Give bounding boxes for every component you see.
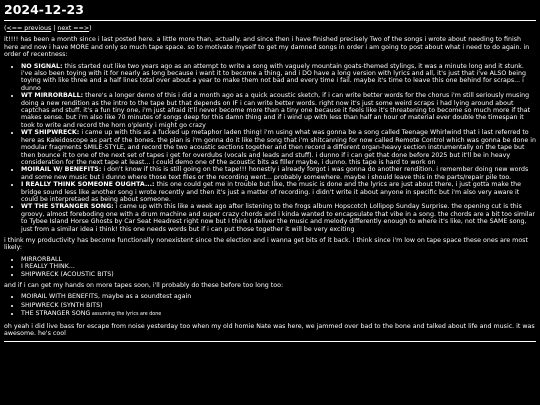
post-navigation [4,25,536,32]
song-name: MOIRAIL W/ BENEFITS: [21,166,102,174]
nav-open-paren: ( [4,25,7,32]
song-description: this started out like two years ago as an attempt to write a song with vaguely mountain goats-themed stylings, it was a minute long and it stunk. i've also been toying with it for nearly as long because i want it to become a thing, and i DO have a long version with lyrics and all, it's just that i've ALSO being toying with like three and a half lines total over about a year to make them not bad and every time i fail. maybe it's time to leave this one behind for scraps... i dunno [21,62,526,92]
later-item-text: MOIRAIL WITH BENEFITS, maybe as a soundtest again [21,293,192,301]
later-item-text: SHIPWRECK (SYNTH BITS) [21,301,103,309]
nav-separator: | [51,25,58,32]
previous-link[interactable]: <== previous [6,25,52,32]
song-list [4,63,536,233]
closing-paragraph: oh yeah i did live bass for escape from noise yesterday too when my old homie Nate was here, we jammed over bad to the bone and talked about life and music. it was awesome. he's cool [4,322,535,338]
list-item: • I REALLY THINK... [21,263,536,270]
song-name: WT MIRRORBALL: [21,92,84,100]
list-item: • MIRRORBALL [21,256,536,263]
song-name: WT THE STRANGER SONG: [21,203,114,211]
song-description: there's a longer demo of this i did a month ago as a quick acoustic sketch, if i can write better words for the chorus i'm still seriously musing doing a new rendition as the intro to the tape but that depends on IF i can write better words. right now it's just some weird scraps i had lying around about captchas and stuff. it's a fun tiny one, i'm just afraid it'll never become more than a tiny one because it feels like it's threatening to become so much more if that makes sense. but i'm also like 70 minutes of songs deep for this damn thing and if i wind up with less than half an hour of material ever double the timespan it took to write and record the horn o'plenty i might go crazy [21,92,531,129]
song-description: i came up with this like a week ago after listening to the frogs album Hopscotch Lollipop Sunday Surprise. the opening cut is this groovy, almost foreboding one with a drum machine and super crazy chords and i kinda wanted to encapsulate that vibe in a song. the chords are a bit too similar to Tybee Island Horse Ghosts by Car Seat Headrest right now but I think I deliver the music and melody differently enough to where it's like, not the SAME song, just from a similar idea i think! this one needs words but if i can put those together it will be very exciting [21,203,535,233]
more-tapes-paragraph: and if i can get my hands on more tapes soon, i'll probably do these before too long too: [4,282,284,289]
list-item [21,129,536,166]
list-item [21,302,536,310]
likely-list [4,256,536,278]
song-name: WT SHIPWRECK: [21,129,80,137]
song-description: i don't know if this is still going on the tape!!! honestly i already forgot i was gonna do another rendition. i remember doing new words and some new music but i dunno where those text files or the recording went... probably somewhere. maybe i should leave this in the parts/repair pile too. [21,166,529,181]
list-item [21,166,536,181]
nav-close-paren: ) [89,25,92,32]
productivity-paragraph: i think my productivity has become functionally nonexistent since the election and i wanna get bits of it back. i think since i'm low on tape space these ones are most likely: [4,236,528,252]
song-description: i came up with this as a fucked up metaphor laden thing! i'm using what was gonna be a song called Teenage Whirlwind that i last referred to here as Kaleidoscope as part of the bones. the plan is i'm gonna do it like the song that i'm shitcanning for now called Remote Control which was gonna be done in modular fragments SMILE-STYLE, and record the two acoustic sections together and then record a different organ-heavy section instrumentally on the tape but then bounce it to one of the next set of tapes i get for overdubs (vocals and leads and stuff). i dunno if i can get that done before 2025 but it'll be in heavy consideration for the next tape at least... i could demo one of the acoustic bits as filler maybe, i dunno. this tape is hard to work on [21,129,536,166]
later-item-text: THE STRANGER SONG [21,310,91,318]
intro-paragraph: it!!!! has been a month since i last posted here. a little more than, actually. and since then i have finished precisely Two of the songs i wrote about needing to finish here and now i have MORE and only so much tape space. so to motivate myself to get my damned songs in order i am going to post about what i need to do again. in order of recentness: [4,36,530,59]
list-item: • SHIPWRECK (ACOUSTIC BITS) [21,271,536,278]
list-item [21,310,536,318]
list-item [21,293,536,301]
later-item-note: assuming the lyrics are done [90,312,162,318]
song-name: I REALLY THINK SOMEONE OUGHTA...: [21,181,155,189]
list-item [21,92,536,129]
later-list [4,293,536,318]
list-item [21,63,536,93]
list-item [21,181,536,203]
page-title: 2024-12-23 [4,2,84,17]
song-description: this one could get me in trouble but like, the music is done and the lyrics are just about there, i just gotta make the bridge sound less like another song i wrote recently and then it's just a matter of recording. i didn't write it about anyone in specific but i'm also very aware it could be interpretaed as being about someone. [21,181,522,203]
footer-divider [4,341,536,342]
list-item [21,203,536,233]
next-link[interactable]: next ==> [57,25,90,32]
title-divider [4,20,536,21]
song-name: NO SIGNAL: [21,62,63,70]
